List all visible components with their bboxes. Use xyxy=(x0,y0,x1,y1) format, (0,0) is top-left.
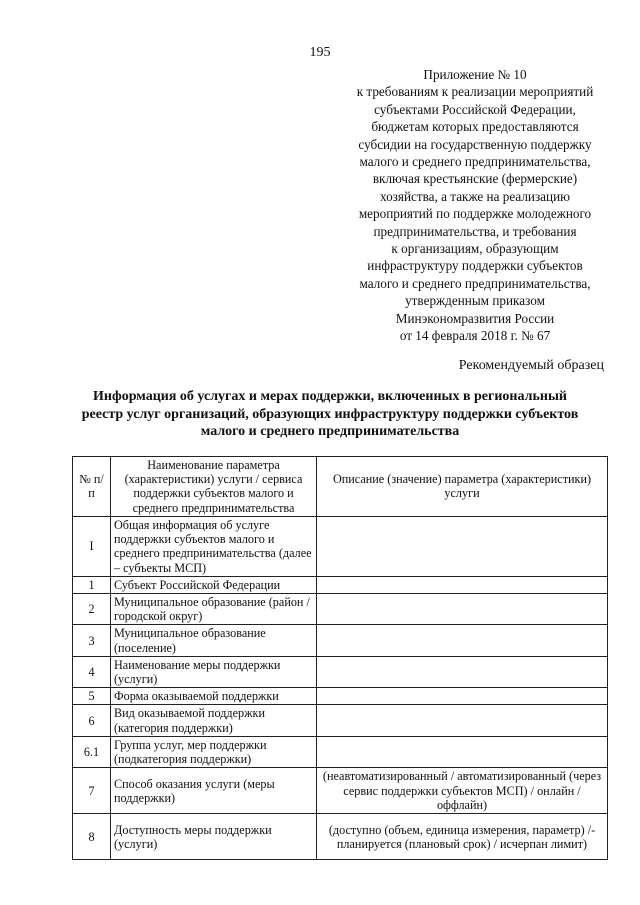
row-num: 4 xyxy=(73,656,111,687)
row-value xyxy=(317,705,608,736)
appendix-line: мероприятий по поддержке молодежного xyxy=(358,206,592,222)
row-num: 7 xyxy=(73,768,111,814)
appendix-line: от 14 февраля 2018 г. № 67 xyxy=(399,328,551,344)
row-param: Способ оказания услуги (меры поддержки) xyxy=(111,768,317,814)
appendix-line: хозяйства, а также на реализацию xyxy=(379,188,570,204)
row-value xyxy=(317,736,608,767)
row-num: 1 xyxy=(73,576,111,593)
row-param: Общая информация об услуге поддержки субъектов малого и среднего предпринимательства (далее – субъекты МСП) xyxy=(111,516,317,576)
row-param: Субъект Российской Федерации xyxy=(111,576,317,593)
row-num: 6.1 xyxy=(73,736,111,767)
document-title xyxy=(40,388,620,441)
row-num: 5 xyxy=(73,688,111,705)
row-param: Вид оказываемой поддержки (категория поддержки) xyxy=(111,705,317,736)
page-number: 195 xyxy=(309,45,331,60)
row-value xyxy=(317,594,608,625)
row-param: Муниципальное образование (поселение) xyxy=(111,625,317,656)
appendix-line: Минэкономразвития России xyxy=(395,310,555,326)
row-param: Наименование меры поддержки (услуги) xyxy=(111,656,317,687)
row-num: 2 xyxy=(73,594,111,625)
row-value: (доступно (объем, единица измерения, параметр) /-планируется (плановый срок) / исчерпан лимит) xyxy=(317,814,608,860)
services-table xyxy=(72,456,608,860)
appendix-line: субсидии на государственную поддержку xyxy=(358,136,592,152)
table-row xyxy=(73,625,608,656)
table-row xyxy=(73,576,608,593)
row-param: Доступность меры поддержки (услуги) xyxy=(111,814,317,860)
title-line: малого и среднего предпринимательства xyxy=(200,424,460,440)
row-value xyxy=(317,688,608,705)
appendix-line: включая крестьянские (фермерские) xyxy=(372,171,578,187)
row-num: I xyxy=(73,516,111,576)
row-num: 6 xyxy=(73,705,111,736)
table-header-row xyxy=(73,457,608,517)
table-row xyxy=(73,705,608,736)
appendix-line: малого и среднего предпринимательства, xyxy=(359,275,591,291)
appendix-line: бюджетам которых предоставляются xyxy=(371,119,579,135)
row-num: 3 xyxy=(73,625,111,656)
table-row xyxy=(73,814,608,860)
row-num: 8 xyxy=(73,814,111,860)
row-value: (неавтоматизированный / автоматизированный (через сервис поддержки субъектов МСП) / онлайн / оффлайн) xyxy=(317,768,608,814)
appendix-line: предпринимательства, и требования xyxy=(373,223,577,239)
table-row xyxy=(73,594,608,625)
appendix-line: к требованиям к реализации мероприятий xyxy=(356,84,594,100)
row-value xyxy=(317,625,608,656)
table-row xyxy=(73,768,608,814)
appendix-line: Приложение № 10 xyxy=(423,67,527,82)
table-row xyxy=(73,656,608,687)
table-row xyxy=(73,688,608,705)
row-param: Группа услуг, мер поддержки (подкатегория поддержки) xyxy=(111,736,317,767)
title-line: Информация об услугах и мерах поддержки, включенных в региональный xyxy=(93,389,567,404)
row-param: Муниципальное образование (район / городской округ) xyxy=(111,594,317,625)
appendix-line: к организациям, образующим xyxy=(391,241,559,257)
appendix-line: субъектами Российской Федерации, xyxy=(374,101,576,117)
header-desc: Описание (значение) параметра (характеристики) услуги xyxy=(317,457,608,517)
header-param: Наименование параметра (характеристики) услуги / сервиса поддержки субъектов малого и среднего предпринимательства xyxy=(111,457,317,517)
appendix-line: инфраструктуру поддержки субъектов xyxy=(367,258,583,274)
row-value xyxy=(317,516,608,576)
row-param: Форма оказываемой поддержки xyxy=(111,688,317,705)
row-value xyxy=(317,656,608,687)
header-num: № п/п xyxy=(73,457,111,517)
sample-label: Рекомендуемый образец xyxy=(458,358,604,373)
table-row xyxy=(73,516,608,576)
row-value xyxy=(317,576,608,593)
appendix-line: малого и среднего предпринимательства, xyxy=(359,154,591,170)
appendix-line: утвержденным приказом xyxy=(405,293,545,309)
title-line: реестр услуг организаций, образующих инфраструктуру поддержки субъектов xyxy=(81,406,579,422)
appendix-note xyxy=(330,66,620,345)
table-row xyxy=(73,736,608,767)
